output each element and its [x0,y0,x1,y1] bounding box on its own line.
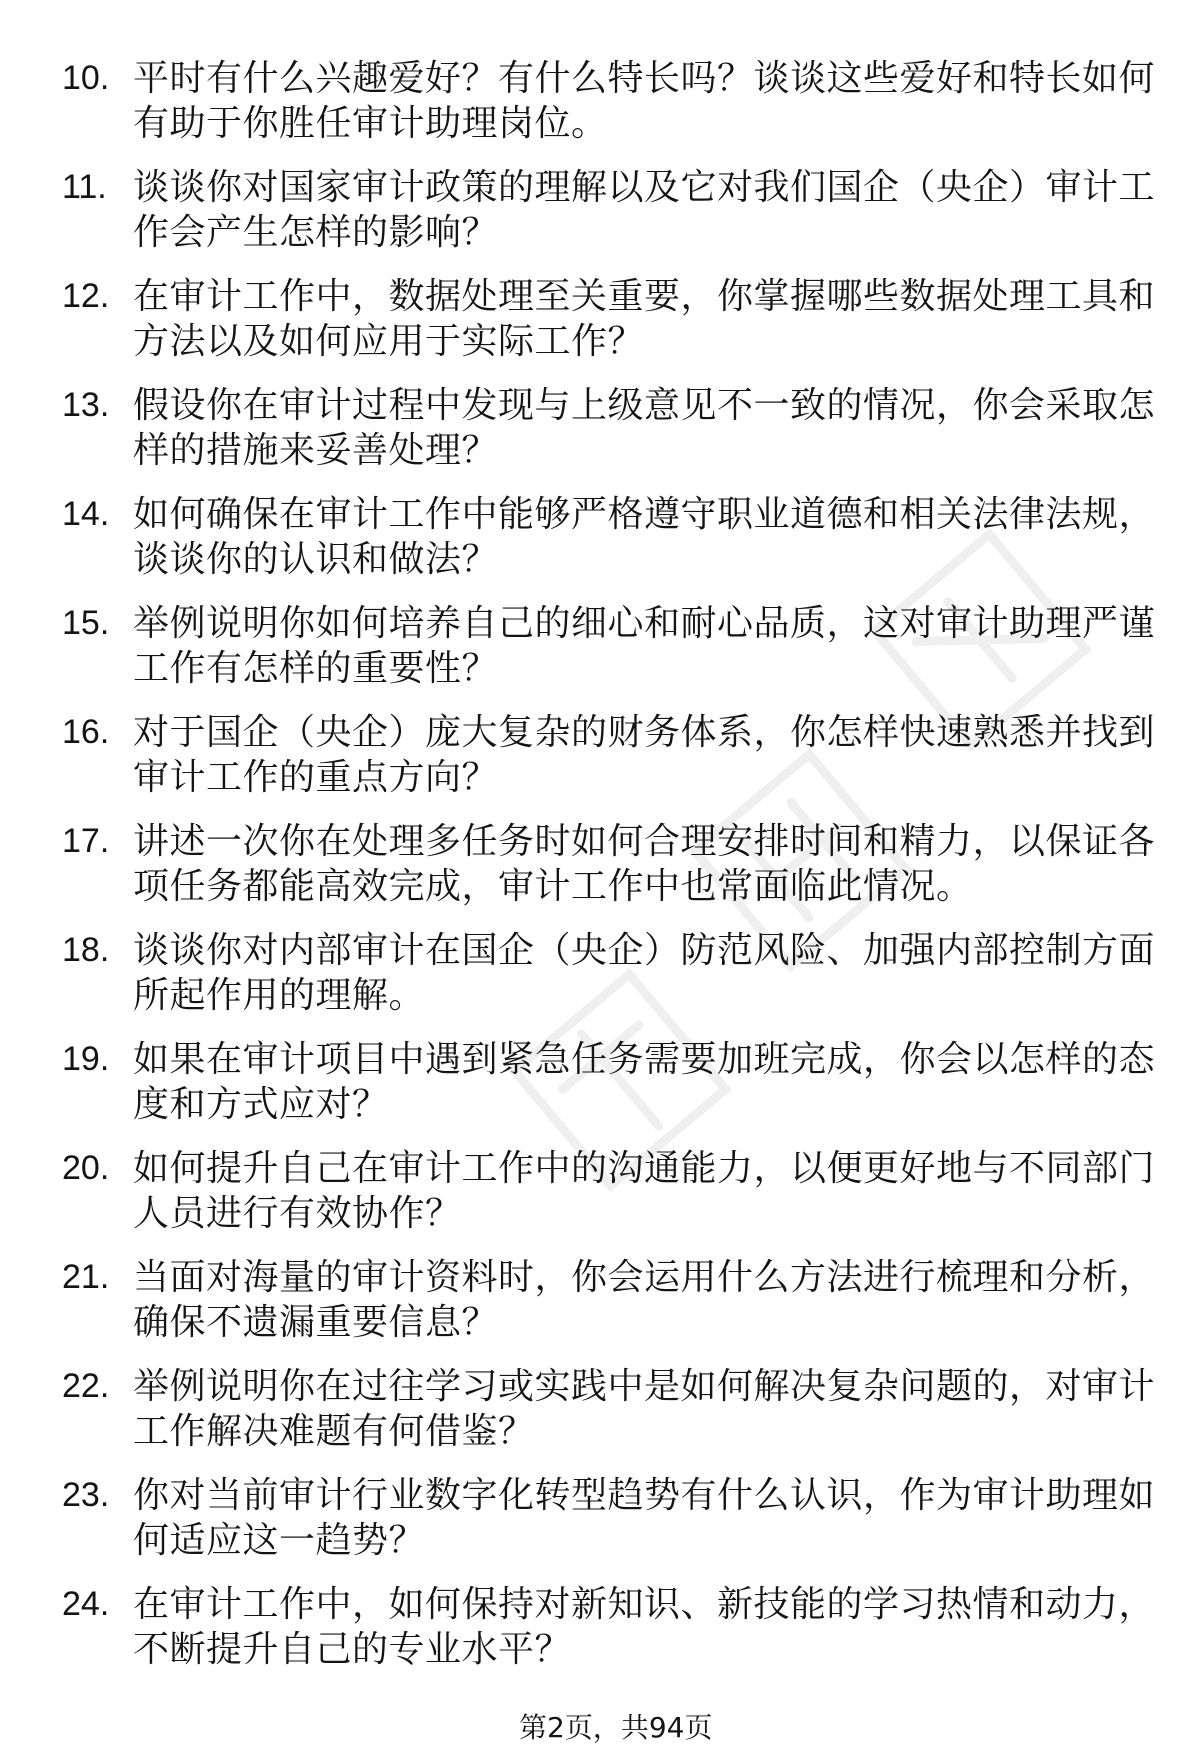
question-number: 11. [62,168,107,206]
question-number: 18. [62,931,110,969]
question-number: 15. [62,604,110,642]
question-number: 21. [62,1258,110,1296]
question-number: 16. [62,713,110,751]
question-number: 10. [62,59,110,97]
list-item [0,383,1190,473]
list-item [0,819,1190,909]
question-number: 24. [62,1585,110,1623]
list-item [0,928,1190,1018]
question-text: 当面对海量的审计资料时，你会运用什么方法进行梳理和分析，确保不遗漏重要信息？ [133,1257,1156,1343]
list-item [0,56,1190,146]
question-text: 如果在审计项目中遇到紧急任务需要加班完成，你会以怎样的态度和方式应对？ [133,1039,1156,1125]
question-text: 讲述一次你在处理多任务时如何合理安排时间和精力，以保证各项任务都能高效完成，审计工作中也常面临此情况。 [133,821,1156,907]
list-item [0,710,1190,800]
list-item [0,165,1190,255]
list-item [0,601,1190,691]
question-text: 平时有什么兴趣爱好？有什么特长吗？谈谈这些爱好和特长如何有助于你胜任审计助理岗位。 [133,58,1156,144]
list-item [0,1037,1190,1127]
question-list [0,56,1190,1691]
question-text: 谈谈你对内部审计在国企（央企）防范风险、加强内部控制方面所起作用的理解。 [133,930,1156,1016]
question-number: 20. [62,1149,110,1187]
list-item [0,1364,1190,1454]
list-item [0,274,1190,364]
question-number: 23. [62,1476,110,1514]
page-indicator: 第2页，共94页 [519,1711,713,1744]
question-text: 举例说明你如何培养自己的细心和耐心品质，这对审计助理严谨工作有怎样的重要性？ [133,603,1156,689]
list-item [0,1146,1190,1236]
question-number: 17. [62,822,110,860]
question-text: 在审计工作中，数据处理至关重要，你掌握哪些数据处理工具和方法以及如何应用于实际工作？ [133,276,1156,362]
question-number: 14. [62,495,110,533]
list-item [0,492,1190,582]
question-number: 12. [62,277,110,315]
question-number: 19. [62,1040,110,1078]
question-number: 22. [62,1367,110,1405]
list-item [0,1255,1190,1345]
question-number: 13. [62,386,110,424]
question-text: 对于国企（央企）庞大复杂的财务体系，你怎样快速熟悉并找到审计工作的重点方向？ [133,712,1156,798]
question-text: 你对当前审计行业数字化转型趋势有什么认识，作为审计助理如何适应这一趋势？ [133,1475,1156,1561]
question-text: 假设你在审计过程中发现与上级意见不一致的情况，你会采取怎样的措施来妥善处理？ [133,385,1156,471]
question-text: 谈谈你对国家审计政策的理解以及它对我们国企（央企）审计工作会产生怎样的影响？ [133,167,1156,253]
list-item [0,1473,1190,1563]
question-text: 在审计工作中，如何保持对新知识、新技能的学习热情和动力，不断提升自己的专业水平？ [133,1584,1156,1670]
list-item [0,1582,1190,1672]
question-text: 如何确保在审计工作中能够严格遵守职业道德和相关法律法规，谈谈你的认识和做法？ [133,494,1156,580]
question-text: 如何提升自己在审计工作中的沟通能力，以便更好地与不同部门人员进行有效协作？ [133,1148,1156,1234]
question-text: 举例说明你在过往学习或实践中是如何解决复杂问题的，对审计工作解决难题有何借鉴？ [133,1366,1156,1452]
